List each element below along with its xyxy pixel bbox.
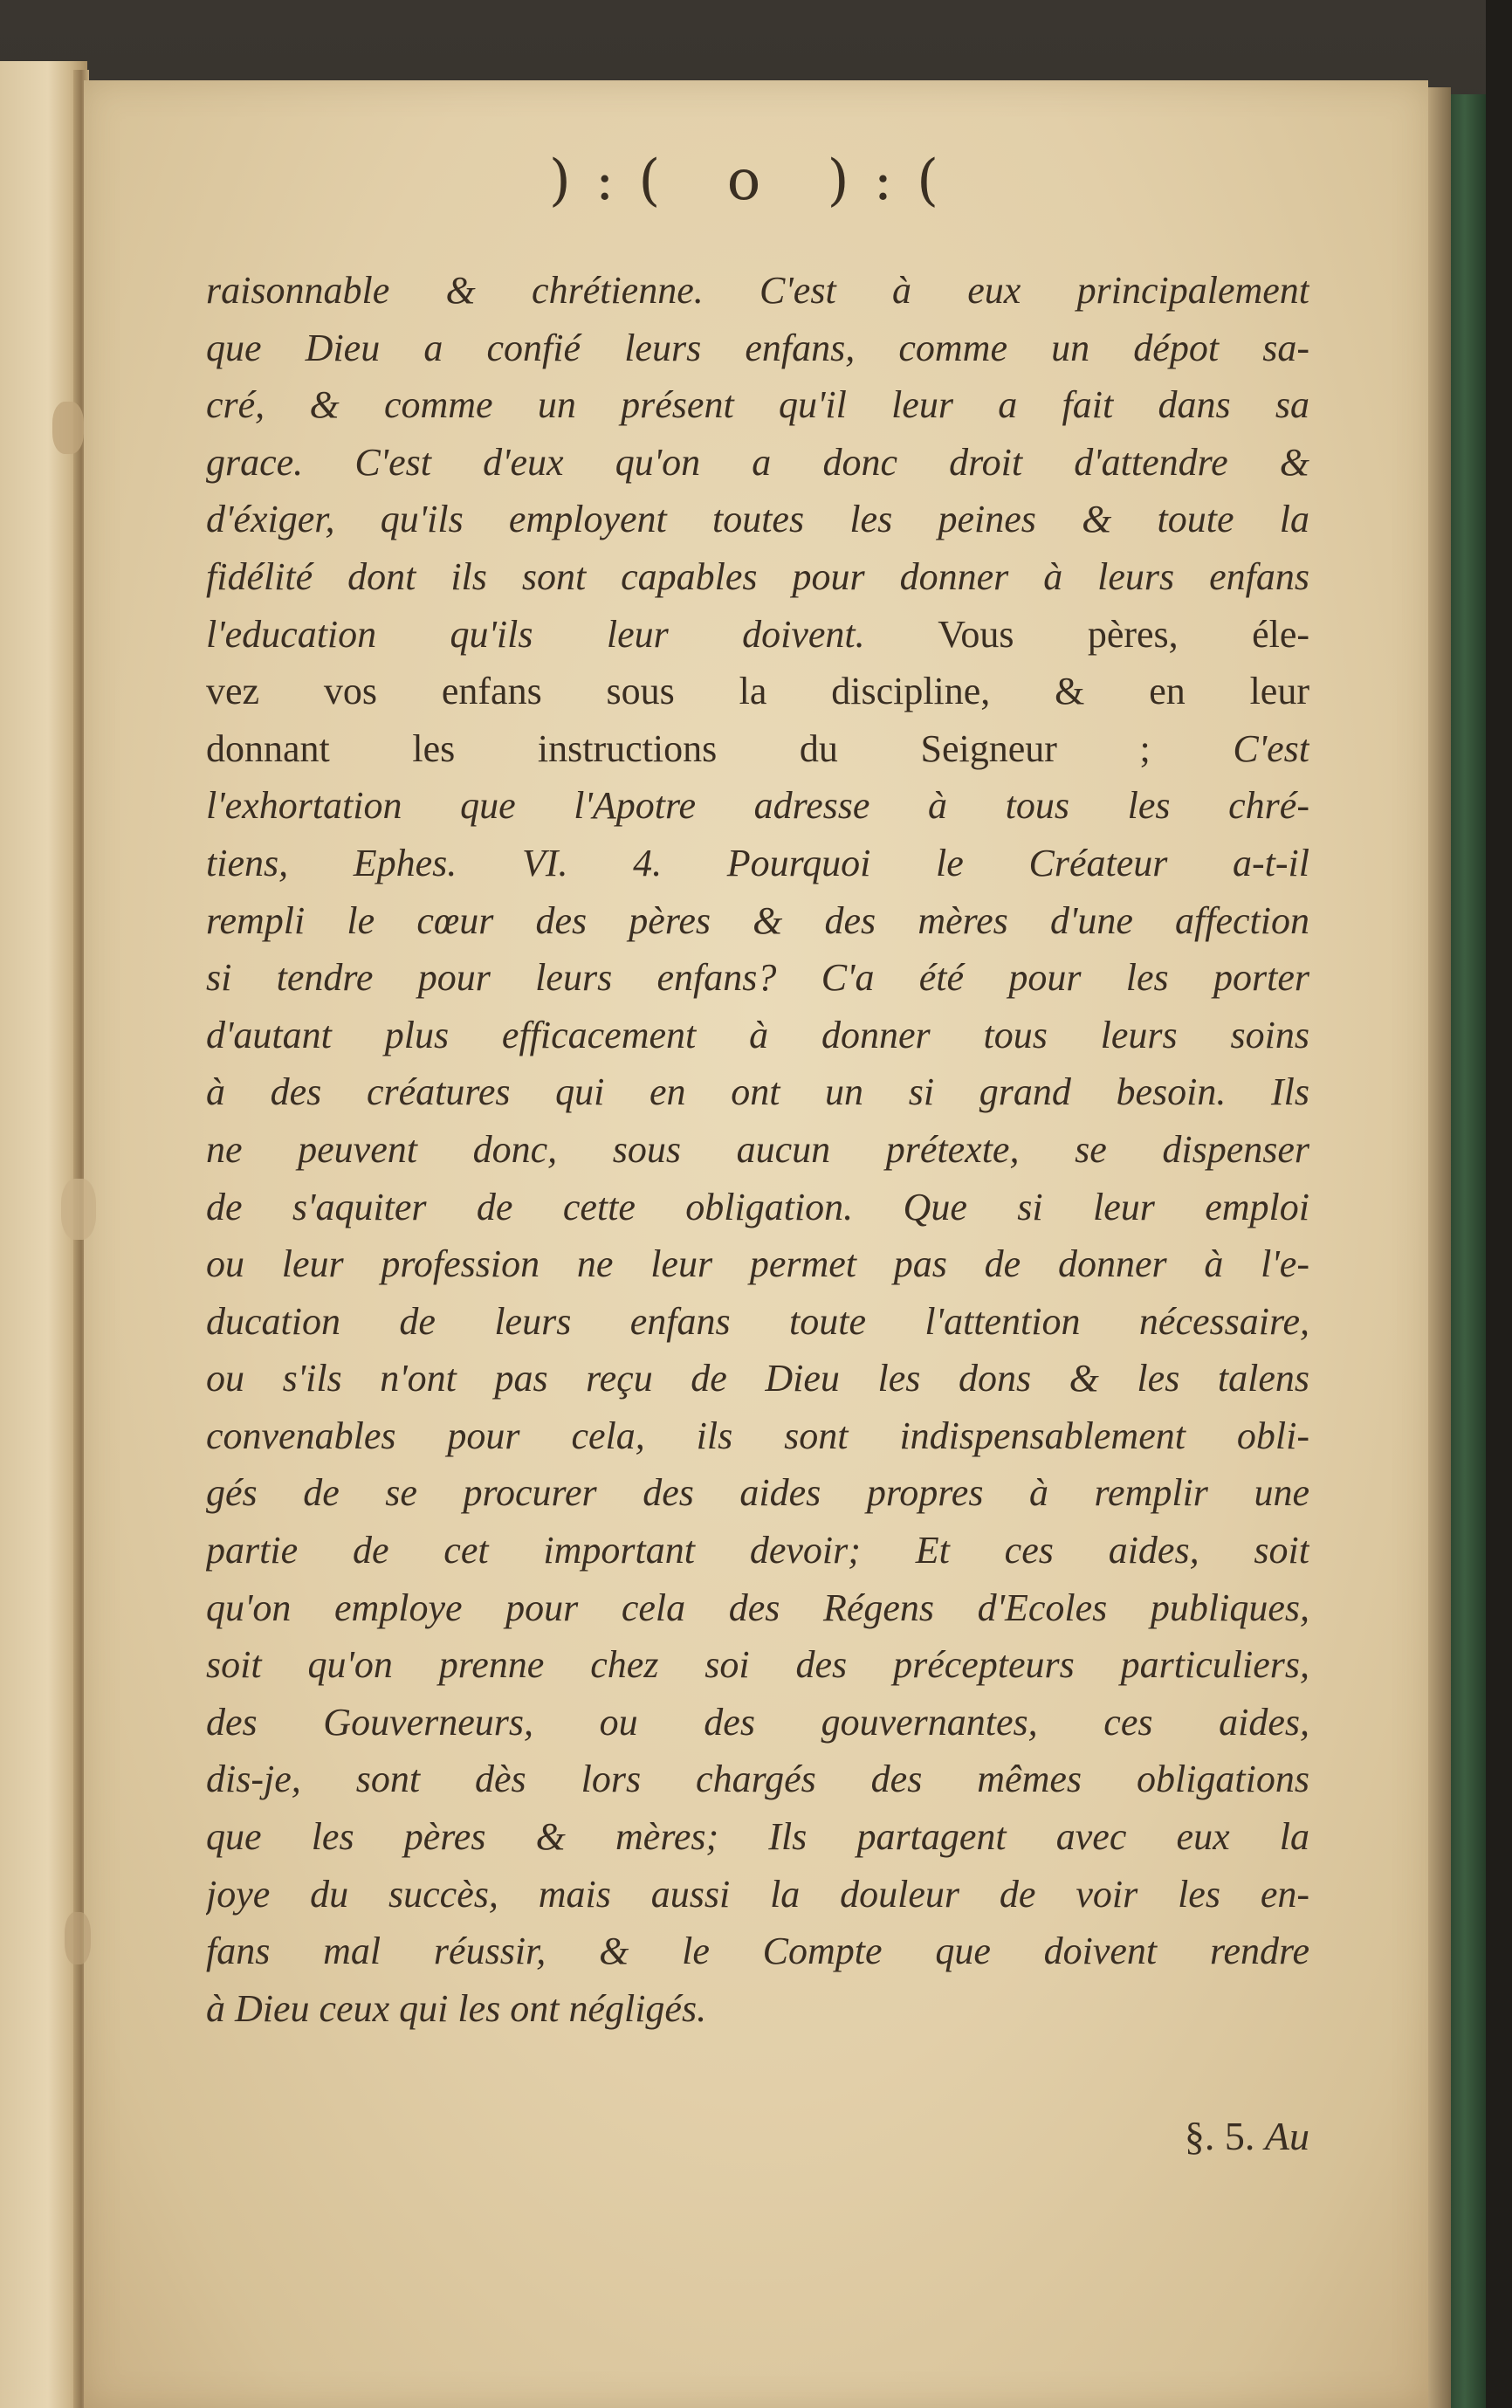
text-line <box>206 720 1309 778</box>
text-line: des Gouverneurs, ou des gouvernantes, ces aides, <box>206 1700 1309 1744</box>
catchword-word: Au <box>1264 2114 1309 2158</box>
text-line: raisonnable & chrétienne. C'est à eux principalement <box>206 269 1309 312</box>
catchword <box>1091 2113 1309 2159</box>
text-line: soit qu'on prenne chez soi des précepteurs particuliers, <box>206 1643 1309 1687</box>
text-line: si tendre pour leurs enfans? C'a été pour les porter <box>206 956 1309 1000</box>
text-line: gés de se procurer des aides propres à remplir une <box>206 1471 1309 1515</box>
text-line: fidélité dont ils sont capables pour donner à leurs enfans <box>206 554 1309 598</box>
scan-margin <box>1486 0 1512 2408</box>
text-line: tiens, Ephes. VI. 4. Pourquoi le Créateur a-t-il <box>206 841 1309 884</box>
text-line: dis-je, sont dès lors chargés des mêmes obligations <box>206 1758 1309 1801</box>
text-line: d'éxiger, qu'ils employent toutes les peines & toute la <box>206 498 1309 541</box>
text-segment: donnant les instructions du Seigneur ; <box>206 726 1151 770</box>
text-line: vez vos enfans sous la discipline, & en leur <box>206 670 1309 713</box>
binding-thread-mark <box>65 1912 91 1964</box>
page-fore-edge <box>1428 87 1451 2408</box>
text-line: d'autant plus efficacement à donner tous leurs soins <box>206 1013 1309 1056</box>
text-line: l'exhortation que l'Apotre adresse à tous les chré- <box>206 784 1309 828</box>
text-line: rempli le cœur des pères & des mères d'une affection <box>206 898 1309 942</box>
catchword-section: §. 5. <box>1184 2114 1255 2158</box>
text-line: ou leur profession ne leur permet pas de donner à l'e- <box>206 1242 1309 1286</box>
text-line: qu'on employe pour cela des Régens d'Ecoles publiques, <box>206 1586 1309 1629</box>
text-line: de s'aquiter de cette obligation. Que si leur emploi <box>206 1185 1309 1228</box>
green-cover-board <box>1451 94 1486 2408</box>
text-line: que Dieu a confié leurs enfans, comme un dépot sa- <box>206 326 1309 369</box>
text-line: que les pères & mères; Ils partagent avec eux la <box>206 1815 1309 1859</box>
text-line: à Dieu ceux qui les ont négligés. <box>206 1986 707 2030</box>
text-line <box>206 606 1309 664</box>
text-line: joye du succès, mais aussi la douleur de voir les en- <box>206 1872 1309 1916</box>
text-line: ducation de leurs enfans toute l'attention nécessaire, <box>206 1299 1309 1343</box>
text-segment: Vous pères, éle- <box>864 612 1309 656</box>
text-line: à des créatures qui en ont un si grand besoin. Ils <box>206 1070 1309 1114</box>
text-line: ou s'ils n'ont pas reçu de Dieu les dons & les talens <box>206 1357 1309 1400</box>
text-line: cré, & comme un présent qu'il leur a fait dans sa <box>206 383 1309 427</box>
text-line: convenables pour cela, ils sont indispensablement obli- <box>206 1414 1309 1457</box>
binding-thread-mark <box>52 402 84 454</box>
page-header-ornament: ):( o ):( <box>548 148 964 213</box>
text-line: ne peuvent donc, sous aucun prétexte, se dispenser <box>206 1127 1309 1171</box>
text-line: fans mal réussir, & le Compte que doivent rendre <box>206 1930 1309 1973</box>
text-segment: C'est <box>1150 726 1309 770</box>
text-segment: l'education qu'ils leur doivent. <box>206 612 865 656</box>
binding-thread-mark <box>61 1179 96 1240</box>
text-line: partie de cet important devoir; Et ces aides, soit <box>206 1529 1309 1572</box>
text-line: grace. C'est d'eux qu'on a donc droit d'attendre & <box>206 440 1309 484</box>
body-text <box>206 262 1309 2037</box>
